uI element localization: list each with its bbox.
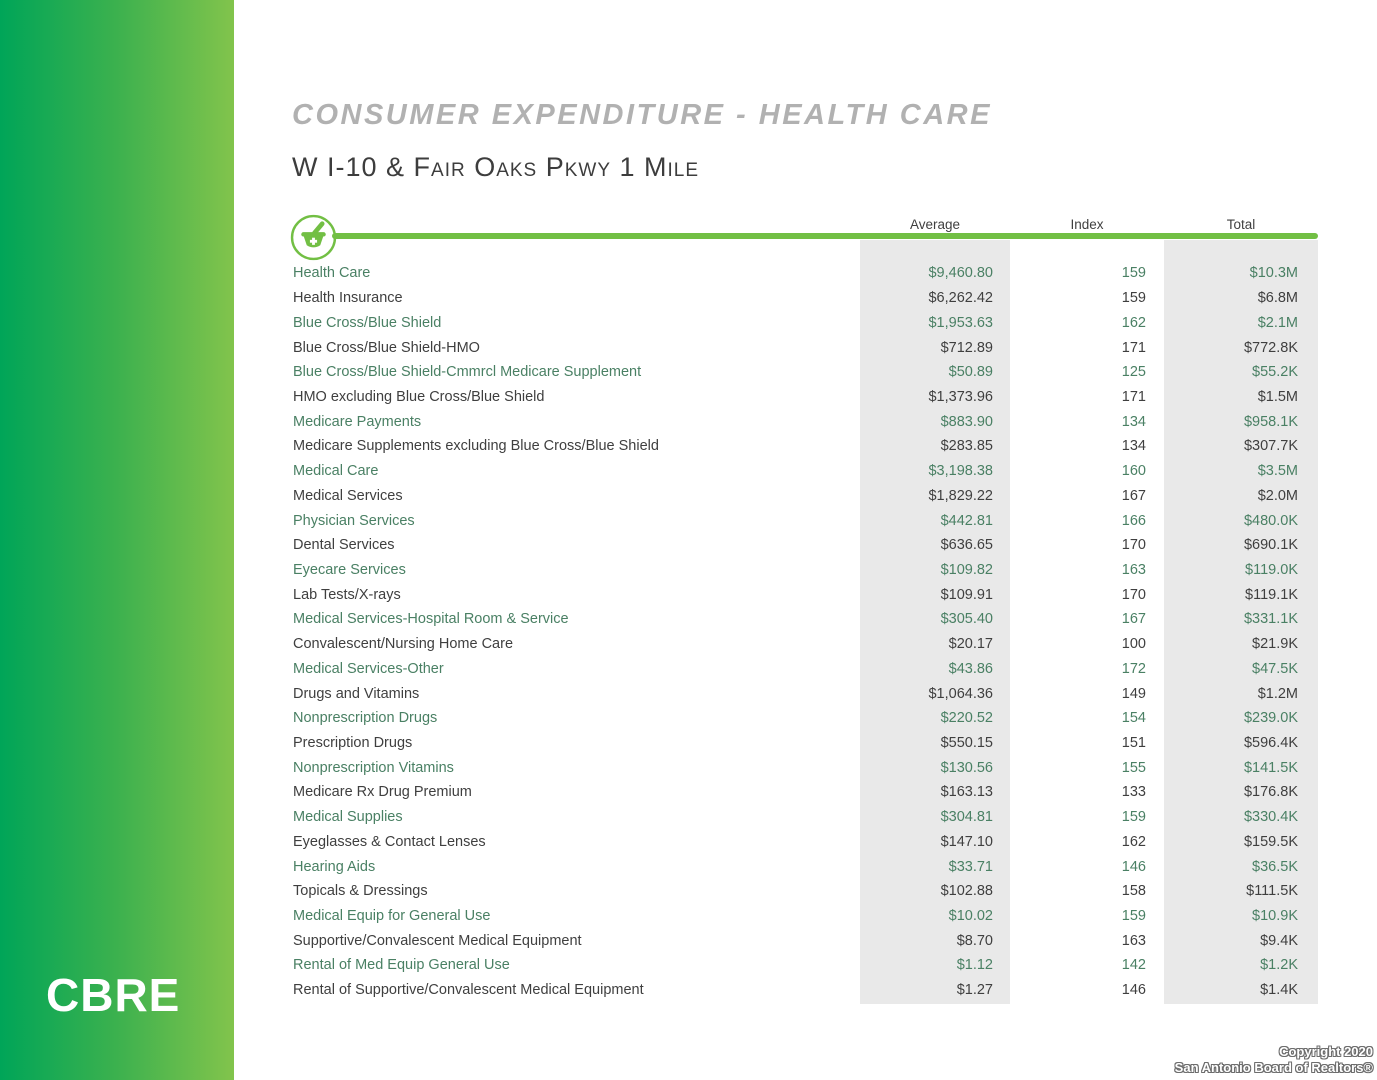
row-label: Nonprescription Drugs — [293, 710, 438, 727]
row-label: Medical Services-Hospital Room & Service — [293, 611, 569, 628]
table-row — [293, 780, 1318, 805]
row-average-value: $43.86 — [948, 660, 993, 677]
row-index-value: 166 — [1121, 512, 1146, 529]
table-row — [293, 657, 1318, 682]
table-row — [293, 681, 1318, 706]
row-average-value: $1.27 — [956, 982, 993, 999]
table-row — [293, 706, 1318, 731]
row-index-value: 163 — [1121, 932, 1146, 949]
row-label: Health Care — [293, 265, 371, 282]
row-index-value: 162 — [1121, 314, 1146, 331]
row-index-value: 100 — [1121, 636, 1146, 653]
table-row — [293, 286, 1318, 311]
row-label: Medicare Rx Drug Premium — [293, 784, 472, 801]
row-index-value: 162 — [1121, 833, 1146, 850]
row-index-value: 159 — [1121, 265, 1146, 282]
row-total-value: $1.2M — [1257, 685, 1298, 702]
row-total-value: $239.0K — [1243, 710, 1298, 727]
copyright-notice — [1175, 1044, 1373, 1075]
row-total-value: $6.8M — [1257, 290, 1298, 307]
table-row — [293, 953, 1318, 978]
row-label: Medicare Payments — [293, 413, 422, 430]
row-total-value: $690.1K — [1243, 537, 1298, 554]
row-total-value: $772.8K — [1243, 339, 1298, 356]
row-index-value: 170 — [1121, 586, 1146, 603]
row-label: Convalescent/Nursing Home Care — [293, 636, 514, 653]
row-label: Health Insurance — [293, 290, 403, 307]
table-row — [293, 879, 1318, 904]
row-total-value: $176.8K — [1243, 784, 1298, 801]
row-total-value: $10.9K — [1252, 908, 1298, 925]
table-row — [293, 805, 1318, 830]
row-index-value: 125 — [1121, 364, 1146, 381]
row-index-value: 171 — [1121, 388, 1146, 405]
row-total-value: $596.4K — [1243, 735, 1298, 752]
copyright-line1: Copyright 2020 — [1279, 1044, 1373, 1059]
row-total-value: $36.5K — [1252, 858, 1298, 875]
table-row — [293, 830, 1318, 855]
row-index-value: 171 — [1121, 339, 1146, 356]
row-index-value: 170 — [1121, 537, 1146, 554]
row-total-value: $2.0M — [1257, 487, 1298, 504]
row-index-value: 134 — [1121, 413, 1146, 430]
row-index-value: 142 — [1121, 957, 1146, 974]
table-row — [293, 508, 1318, 533]
row-average-value: $636.65 — [940, 537, 993, 554]
row-index-value: 167 — [1121, 487, 1146, 504]
table-row — [293, 607, 1318, 632]
row-label: Prescription Drugs — [293, 735, 413, 752]
table-row — [293, 360, 1318, 385]
row-average-value: $1,829.22 — [928, 487, 993, 504]
row-label: Medical Care — [293, 463, 379, 480]
row-average-value: $305.40 — [940, 611, 993, 628]
row-average-value: $550.15 — [940, 735, 993, 752]
row-average-value: $442.81 — [940, 512, 993, 529]
row-average-value: $109.91 — [940, 586, 993, 603]
table-row — [293, 385, 1318, 410]
row-average-value: $304.81 — [940, 809, 993, 826]
row-total-value: $1.2K — [1260, 957, 1298, 974]
table-row — [293, 854, 1318, 879]
row-index-value: 149 — [1121, 685, 1146, 702]
column-header-total: Total — [1226, 217, 1256, 232]
row-index-value: 151 — [1121, 735, 1146, 752]
row-average-value: $3,198.38 — [928, 463, 993, 480]
row-label: Medicare Supplements excluding Blue Cross/Blue Shield — [293, 438, 659, 455]
row-average-value: $102.88 — [940, 883, 993, 900]
column-header-average: Average — [909, 217, 961, 232]
table-row — [293, 978, 1318, 1003]
row-index-value: 160 — [1121, 463, 1146, 480]
row-total-value: $480.0K — [1243, 512, 1298, 529]
row-label: HMO excluding Blue Cross/Blue Shield — [293, 388, 545, 405]
row-label: Dental Services — [293, 537, 395, 554]
row-average-value: $10.02 — [948, 908, 993, 925]
table-row — [293, 533, 1318, 558]
row-total-value: $330.4K — [1243, 809, 1298, 826]
row-label: Medical Services-Other — [293, 660, 444, 677]
row-total-value: $47.5K — [1252, 660, 1298, 677]
row-total-value: $119.1K — [1245, 586, 1298, 603]
table-row — [293, 582, 1318, 607]
table-row — [293, 459, 1318, 484]
row-index-value: 146 — [1121, 982, 1146, 999]
row-label: Rental of Med Equip General Use — [293, 957, 510, 974]
row-label: Nonprescription Vitamins — [293, 759, 454, 776]
row-total-value: $1.5M — [1257, 388, 1298, 405]
row-label: Lab Tests/X-rays — [293, 586, 401, 603]
row-average-value: $130.56 — [940, 759, 993, 776]
row-total-value: $159.5K — [1243, 833, 1298, 850]
row-total-value: $1.4K — [1260, 982, 1298, 999]
row-total-value: $3.5M — [1257, 463, 1298, 480]
row-average-value: $1,373.96 — [928, 388, 993, 405]
row-index-value: 159 — [1121, 908, 1146, 925]
row-average-value: $147.10 — [940, 833, 993, 850]
row-label: Blue Cross/Blue Shield — [293, 314, 442, 331]
row-index-value: 159 — [1121, 809, 1146, 826]
row-average-value: $1,064.36 — [928, 685, 993, 702]
row-label: Drugs and Vitamins — [293, 685, 420, 702]
table-row — [293, 755, 1318, 780]
row-label: Eyeglasses & Contact Lenses — [293, 833, 486, 850]
sidebar-gradient-band — [0, 0, 234, 1080]
cbre-logo: CBRE — [46, 969, 181, 1021]
row-average-value: $50.89 — [948, 364, 993, 381]
table-row — [293, 261, 1318, 286]
table-row — [293, 731, 1318, 756]
table-row — [293, 310, 1318, 335]
row-index-value: 146 — [1121, 858, 1146, 875]
row-label: Rental of Supportive/Convalescent Medical Equipment — [293, 982, 644, 999]
row-total-value: $10.3M — [1249, 265, 1298, 282]
row-label: Hearing Aids — [293, 858, 376, 875]
row-total-value: $9.4K — [1260, 932, 1298, 949]
row-average-value: $283.85 — [940, 438, 993, 455]
row-label: Medical Equip for General Use — [293, 908, 491, 925]
row-index-value: 155 — [1121, 759, 1146, 776]
copyright-line2: San Antonio Board of Realtors® — [1174, 1059, 1373, 1075]
table-row — [293, 928, 1318, 953]
row-average-value: $109.82 — [940, 561, 993, 578]
mortar-pestle-icon — [290, 214, 337, 261]
row-average-value: $163.13 — [940, 784, 993, 801]
row-label: Supportive/Convalescent Medical Equipment — [293, 932, 582, 949]
column-header-index: Index — [1070, 217, 1104, 232]
row-total-value: $141.5K — [1243, 759, 1298, 776]
row-index-value: 134 — [1121, 438, 1146, 455]
row-index-value: 133 — [1121, 784, 1146, 801]
row-average-value: $220.52 — [940, 710, 993, 727]
row-average-value: $20.17 — [948, 636, 993, 653]
row-index-value: 163 — [1121, 561, 1146, 578]
row-index-value: 167 — [1121, 611, 1146, 628]
table-row — [293, 483, 1318, 508]
row-label: Medical Supplies — [293, 809, 403, 826]
row-label: Topicals & Dressings — [293, 883, 428, 900]
table-row — [293, 904, 1318, 929]
table-row — [293, 632, 1318, 657]
row-label: Physician Services — [293, 512, 415, 529]
table-row — [293, 409, 1318, 434]
page-subtitle: W I-10 & Fair Oaks Pkwy 1 Mile — [292, 152, 700, 182]
row-index-value: 172 — [1121, 660, 1146, 677]
row-average-value: $8.70 — [956, 932, 993, 949]
row-total-value: $21.9K — [1252, 636, 1298, 653]
row-index-value: 158 — [1121, 883, 1146, 900]
table-row — [293, 335, 1318, 360]
row-total-value: $119.0K — [1245, 561, 1298, 578]
row-total-value: $331.1K — [1243, 611, 1298, 628]
row-average-value: $1.12 — [956, 957, 993, 974]
row-average-value: $33.71 — [948, 858, 993, 875]
page-title: CONSUMER EXPENDITURE - HEALTH CARE — [292, 99, 992, 131]
table-rows — [293, 261, 1318, 1003]
row-label: Blue Cross/Blue Shield-HMO — [293, 339, 480, 356]
row-label: Blue Cross/Blue Shield-Cmmrcl Medicare Supplement — [293, 364, 642, 381]
row-label: Eyecare Services — [293, 561, 406, 578]
row-index-value: 159 — [1121, 290, 1146, 307]
row-average-value: $1,953.63 — [928, 314, 993, 331]
table-row — [293, 434, 1318, 459]
row-index-value: 154 — [1121, 710, 1146, 727]
row-total-value: $958.1K — [1243, 413, 1298, 430]
table-row — [293, 558, 1318, 583]
row-total-value: $2.1M — [1257, 314, 1298, 331]
row-average-value: $883.90 — [940, 413, 993, 430]
row-total-value: $55.2K — [1252, 364, 1298, 381]
table-header-rule — [332, 233, 1318, 239]
row-total-value: $307.7K — [1243, 438, 1298, 455]
row-total-value: $111.5K — [1246, 883, 1298, 900]
row-average-value: $9,460.80 — [928, 265, 993, 282]
row-average-value: $6,262.42 — [928, 290, 993, 307]
row-average-value: $712.89 — [940, 339, 993, 356]
row-label: Medical Services — [293, 487, 403, 504]
